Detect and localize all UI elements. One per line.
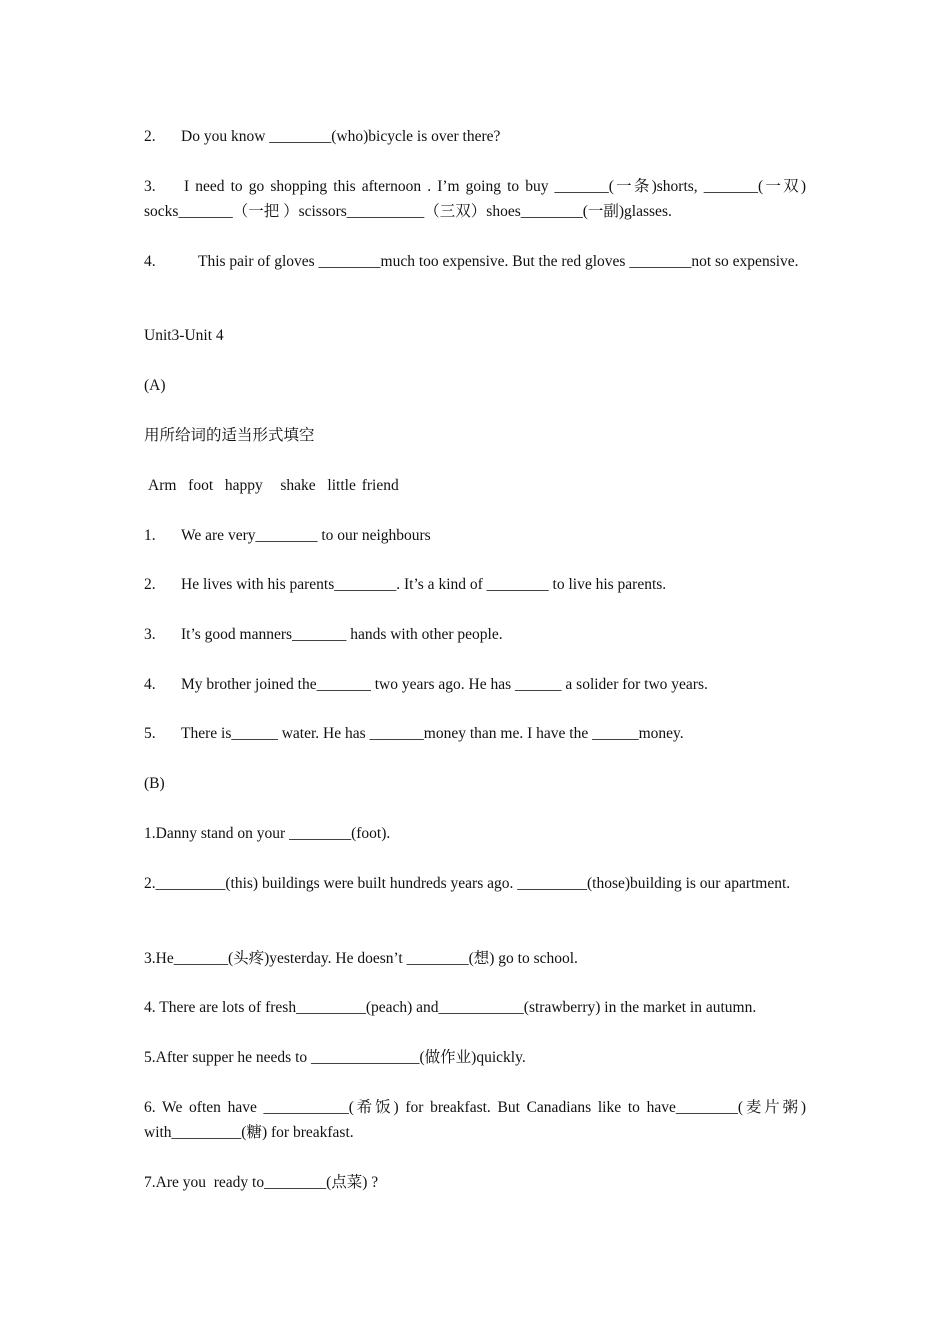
section-b-item-3: 3.He_______(头疼)yesterday. He doesn’t ________(想) go to school. [144, 950, 578, 967]
question-number: 2. [144, 576, 156, 593]
question-number: 3. [144, 178, 156, 195]
question-text: It’s good manners_______ hands with other people. [181, 626, 503, 643]
question-number: 4. [144, 676, 156, 693]
section-b-item-6: 6. We often have ___________(希饭) for breakfast. But Canadians like to have________(麦片粥) with_________(糖) for breakfast. [144, 1099, 806, 1141]
question-text: I need to go shopping this afternoon . I’m going to buy _______(一条)shorts, _______(一双) socks_______（一把 ）scissors__________（三双）shoes________(一副)glasses. [144, 178, 806, 220]
question-number: 2. [144, 128, 156, 145]
question-number: 4. [144, 253, 156, 270]
section-b-label: (B) [144, 775, 165, 792]
section-a-item-3 [144, 622, 806, 647]
section-a-item-4 [144, 672, 806, 697]
word-bank: Arm foot happy shake little friend [148, 477, 399, 494]
question-number: 3. [144, 626, 156, 643]
question-text: There is______ water. He has _______money than me. I have the ______money. [181, 725, 684, 742]
section-b-item-5: 5.After supper he needs to ______________(做作业)quickly. [144, 1049, 526, 1066]
section-a-instruction: 用所给词的适当形式填空 [144, 427, 315, 444]
question-number: 5. [144, 725, 156, 742]
section-a-item-2 [144, 572, 806, 597]
top-question-3 [144, 174, 806, 224]
question-text: This pair of gloves ________much too expensive. But the red gloves ________not so expensive. [198, 253, 799, 270]
question-text: Do you know ________(who)bicycle is over there? [181, 128, 501, 145]
question-text: My brother joined the_______ two years ago. He has ______ a solider for two years. [181, 676, 708, 693]
section-b-item-7: 7.Are you ready to________(点菜) ? [144, 1174, 379, 1191]
section-b-item-4: 4. There are lots of fresh_________(peach) and___________(strawberry) in the market in autumn. [144, 999, 757, 1016]
section-a-item-5 [144, 721, 806, 746]
question-number: 1. [144, 527, 156, 544]
section-b-item-1: 1.Danny stand on your ________(foot). [144, 825, 391, 842]
question-text: He lives with his parents________. It’s a kind of ________ to live his parents. [181, 576, 667, 593]
unit-heading: Unit3-Unit 4 [144, 327, 224, 344]
section-b-item-2: 2._________(this) buildings were built hundreds years ago. _________(those)building is our apartment. [144, 875, 791, 892]
question-text: We are very________ to our neighbours [181, 527, 431, 544]
section-a-label: (A) [144, 377, 166, 394]
section-a-item-1 [144, 523, 806, 548]
top-question-4 [144, 249, 806, 274]
top-question-2 [144, 124, 806, 149]
